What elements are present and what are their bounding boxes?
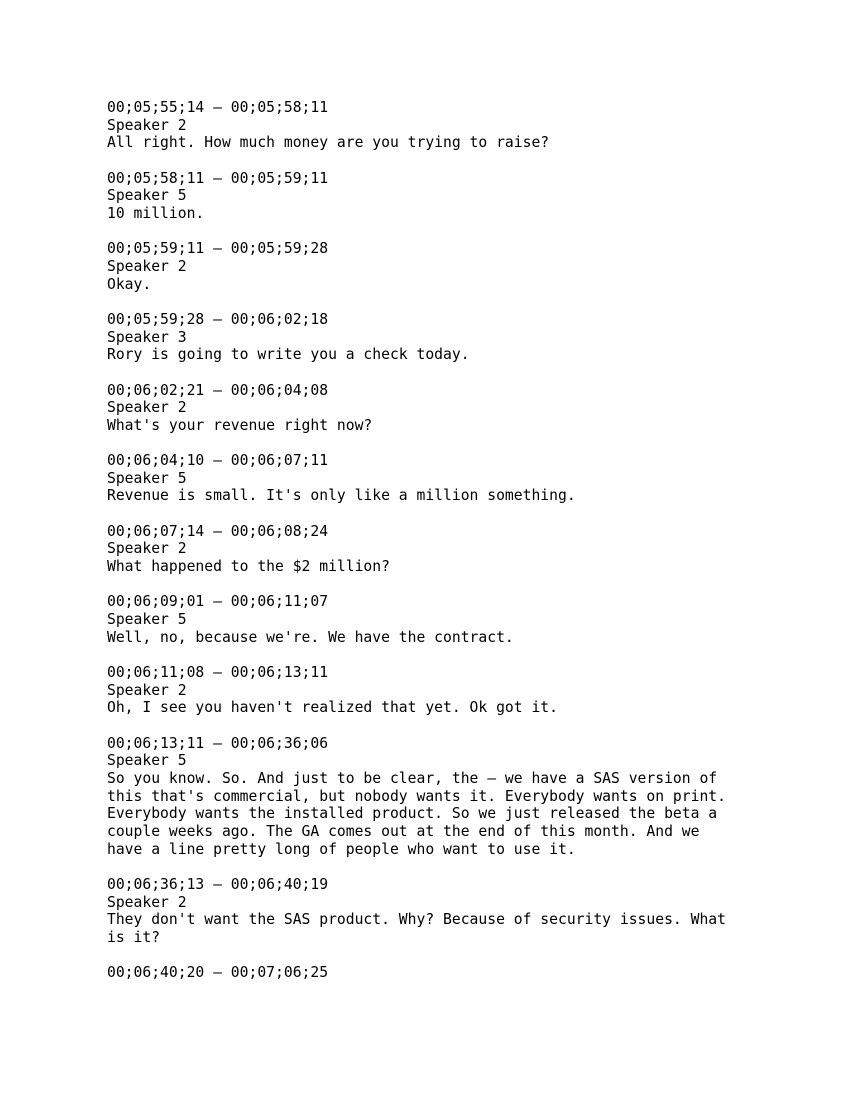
timecode: 00;06;02;21 – 00;06;04;08 bbox=[107, 381, 329, 399]
speaker-label: Speaker 2 bbox=[107, 893, 187, 911]
transcript-entry bbox=[107, 964, 807, 982]
speaker-label: Speaker 2 bbox=[107, 257, 187, 275]
transcript-entry bbox=[107, 240, 807, 293]
utterance-line: Well, no, because we're. We have the contract. bbox=[107, 628, 514, 646]
speaker-label: Speaker 5 bbox=[107, 469, 187, 487]
speaker-label: Speaker 2 bbox=[107, 540, 187, 558]
transcript-entry bbox=[107, 452, 807, 505]
utterance-line: this that's commercial, but nobody wants it. Everybody wants on print. bbox=[107, 787, 726, 805]
timecode: 00;06;40;20 – 00;07;06;25 bbox=[107, 964, 329, 982]
speaker-label: Speaker 5 bbox=[107, 611, 187, 629]
utterance-line: They don't want the SAS product. Why? Because of security issues. What bbox=[107, 911, 726, 929]
speaker-label: Speaker 2 bbox=[107, 399, 187, 417]
speaker-label: Speaker 2 bbox=[107, 116, 187, 134]
speaker-label: Speaker 3 bbox=[107, 328, 187, 346]
utterance-line: Oh, I see you haven't realized that yet. Ok got it. bbox=[107, 699, 558, 717]
utterance-line: All right. How much money are you trying to raise? bbox=[107, 134, 550, 152]
transcript-entry bbox=[107, 735, 807, 859]
utterance-line: 10 million. bbox=[107, 204, 205, 222]
transcript-entry bbox=[107, 170, 807, 223]
timecode: 00;06;07;14 – 00;06;08;24 bbox=[107, 522, 329, 540]
timecode: 00;06;04;10 – 00;06;07;11 bbox=[107, 452, 329, 470]
timecode: 00;06;13;11 – 00;06;36;06 bbox=[107, 734, 329, 752]
transcript-entry bbox=[107, 99, 807, 152]
timecode: 00;05;59;28 – 00;06;02;18 bbox=[107, 310, 329, 328]
utterance-line: have a line pretty long of people who want to use it. bbox=[107, 840, 576, 858]
transcript-entry bbox=[107, 311, 807, 364]
utterance-line: So you know. So. And just to be clear, the – we have a SAS version of bbox=[107, 769, 718, 787]
timecode: 00;06;09;01 – 00;06;11;07 bbox=[107, 593, 329, 611]
transcript-entry bbox=[107, 523, 807, 576]
timecode: 00;05;55;14 – 00;05;58;11 bbox=[107, 99, 329, 116]
speaker-label: Speaker 2 bbox=[107, 681, 187, 699]
transcript-entry bbox=[107, 876, 807, 947]
utterance-line: Revenue is small. It's only like a million something. bbox=[107, 487, 576, 505]
timecode: 00;06;11;08 – 00;06;13;11 bbox=[107, 664, 329, 681]
utterance-line: Okay. bbox=[107, 275, 152, 293]
transcript-entry bbox=[107, 664, 807, 717]
utterance-line: What happened to the $2 million? bbox=[107, 558, 390, 576]
speaker-label: Speaker 5 bbox=[107, 752, 187, 770]
utterance-line: Everybody wants the installed product. So we just released the beta a bbox=[107, 805, 718, 823]
utterance-line: is it? bbox=[107, 928, 161, 946]
utterance-line: Rory is going to write you a check today. bbox=[107, 346, 470, 364]
transcript-page bbox=[107, 99, 807, 999]
transcript-entry bbox=[107, 382, 807, 435]
timecode: 00;05;59;11 – 00;05;59;28 bbox=[107, 240, 329, 258]
timecode: 00;05;58;11 – 00;05;59;11 bbox=[107, 169, 329, 187]
transcript-entry bbox=[107, 593, 807, 646]
utterance-line: couple weeks ago. The GA comes out at the end of this month. And we bbox=[107, 822, 700, 840]
timecode: 00;06;36;13 – 00;06;40;19 bbox=[107, 875, 329, 893]
utterance-line: What's your revenue right now? bbox=[107, 416, 373, 434]
speaker-label: Speaker 5 bbox=[107, 187, 187, 205]
